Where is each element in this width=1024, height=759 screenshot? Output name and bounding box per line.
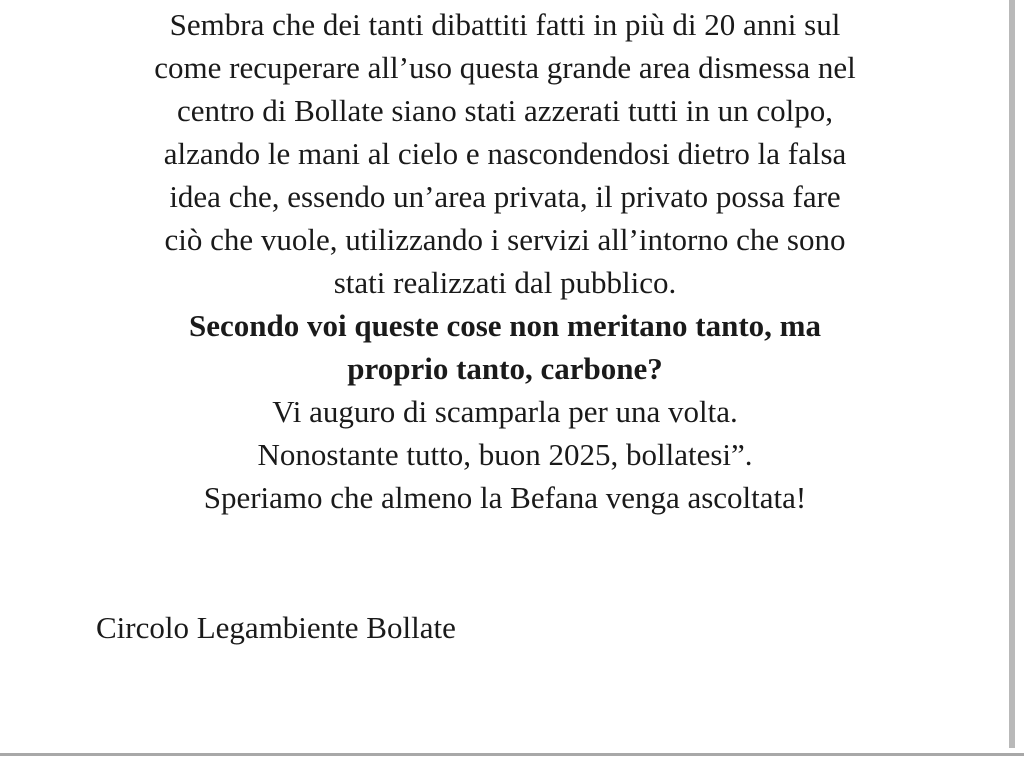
vertical-scrollbar[interactable] xyxy=(1009,0,1015,748)
closing-line: Speriamo che almeno la Befana venga ascoltata! xyxy=(203,480,807,515)
question-line: proprio tanto, carbone? xyxy=(347,351,663,386)
paragraph-line: come recuperare all’uso questa grande area dismessa nel xyxy=(154,50,856,85)
paragraph-line: Sembra che dei tanti dibattiti fatti in più di 20 anni sul xyxy=(169,7,841,42)
paragraph-line: centro di Bollate siano stati azzerati tutti in un colpo, xyxy=(177,93,833,128)
signature: Circolo Legambiente Bollate xyxy=(96,610,456,645)
article-text xyxy=(0,3,1010,519)
paragraph-line: stati realizzati dal pubblico. xyxy=(333,265,677,300)
closing-line: Vi auguro di scamparla per una volta. xyxy=(272,394,738,429)
closing-line: Nonostante tutto, buon 2025, bollatesi”. xyxy=(257,437,753,472)
paragraph-line: ciò che vuole, utilizzando i servizi all’intorno che sono xyxy=(164,222,846,257)
question-line: Secondo voi queste cose non meritano tanto, ma xyxy=(188,308,822,343)
paragraph-line: idea che, essendo un’area privata, il privato possa fare xyxy=(169,179,841,214)
bottom-divider xyxy=(0,753,1024,756)
paragraph-line: alzando le mani al cielo e nascondendosi dietro la falsa xyxy=(163,136,847,171)
